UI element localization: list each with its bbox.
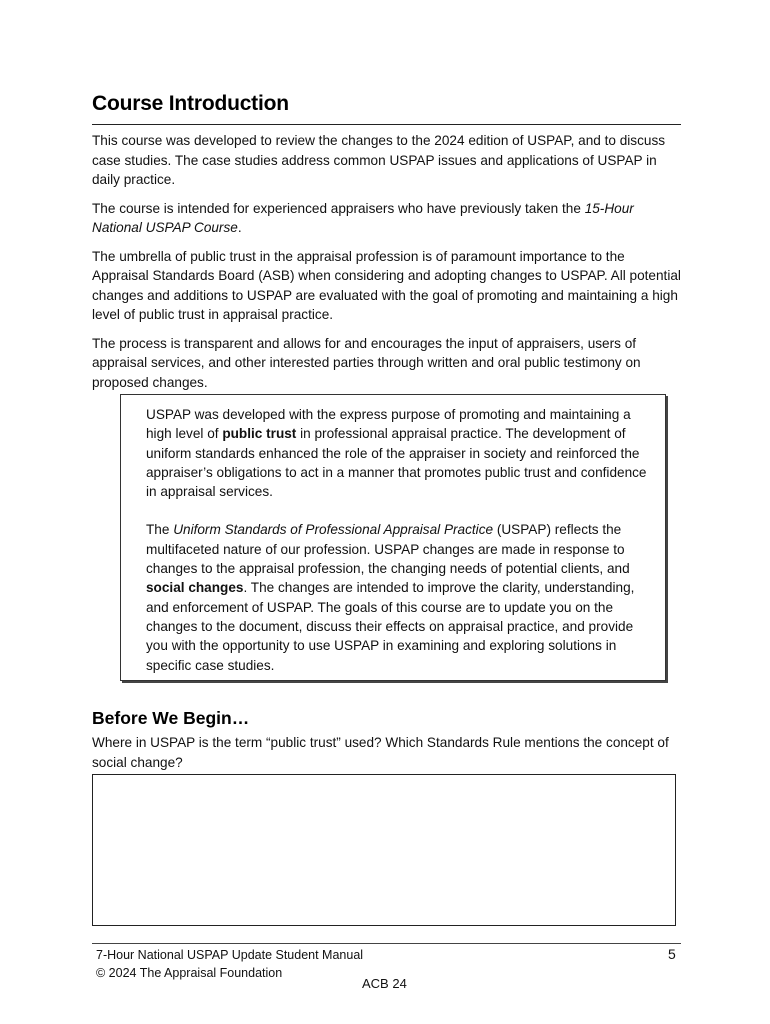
- footer-manual-title: 7-Hour National USPAP Update Student Manual: [96, 948, 364, 962]
- public-trust-bold: public trust: [222, 426, 297, 442]
- page-number: 5: [668, 946, 676, 962]
- page-title: Course Introduction: [92, 92, 289, 115]
- paragraph-text: The course is intended for experienced appraisers who have previously taken the: [92, 200, 585, 216]
- uspap-title-italic: Uniform Standards of Professional Appraisal Practice: [173, 522, 494, 538]
- intro-paragraph-4: The process is transparent and allows for and encourages the input of appraisers, users of appraisal services, and other interested parties through written and oral public testimony on proposed changes.: [92, 335, 641, 390]
- discussion-question: Where in USPAP is the term “public trust” used? Which Standards Rule mentions the concept of social change?: [92, 735, 669, 770]
- callout-text: (USPAP) reflects the multifaceted nature of our profession. USPAP changes are made in response to changes to the appraisal profession, the changing needs of potential clients, and: [146, 522, 630, 577]
- callout-text: in professional appraisal practice. The development of uniform standards enhanced the role of the appraiser in society and reinforced the appraiser’s obligations to act in a manner that promotes public trust and confidence in appraisal services.: [146, 426, 647, 500]
- title-divider: [92, 124, 681, 125]
- answer-box[interactable]: [92, 774, 676, 926]
- footer-copyright: © 2024 The Appraisal Foundation: [96, 966, 283, 980]
- public-trust-callout-box: [120, 394, 666, 681]
- footer-code: ACB 24: [362, 976, 407, 991]
- course-name-italic: 15-Hour National USPAP Course: [92, 200, 634, 235]
- intro-paragraph-1: This course was developed to review the changes to the 2024 edition of USPAP, and to discuss case studies. The case studies address common USPAP issues and applications of USPAP in daily practice.: [92, 133, 666, 187]
- intro-body: [92, 131, 681, 401]
- callout-paragraph-2: [146, 520, 651, 674]
- footer-divider: [92, 943, 681, 944]
- callout-paragraph-1: [146, 405, 651, 501]
- intro-paragraph-2: [92, 199, 681, 238]
- callout-text: . The changes are intended to improve the clarity, understanding, and enforcement of USPAP. The goals of this course are to update you on the changes to the document, discuss their effects on appraisal practice, and provide you with the opportunity to use USPAP in examining and exploring solutions in specific case studies.: [146, 580, 635, 673]
- paragraph-text: .: [237, 220, 242, 235]
- section-title: Before We Begin…: [92, 708, 250, 728]
- callout-text: USPAP was developed with the express purpose of promoting and maintaining a high level of: [146, 407, 631, 442]
- footer-left: [96, 946, 363, 982]
- intro-paragraph-3: The umbrella of public trust in the appraisal profession is of paramount importance to the Appraisal Standards Board (ASB) when considering and adopting changes to USPAP. All potential changes and additions to USPAP are evaluated with the goal of promoting and maintaining a high level of public trust in appraisal practice.: [92, 248, 681, 322]
- callout-text: The: [146, 522, 174, 538]
- social-changes-bold: social changes: [146, 580, 244, 596]
